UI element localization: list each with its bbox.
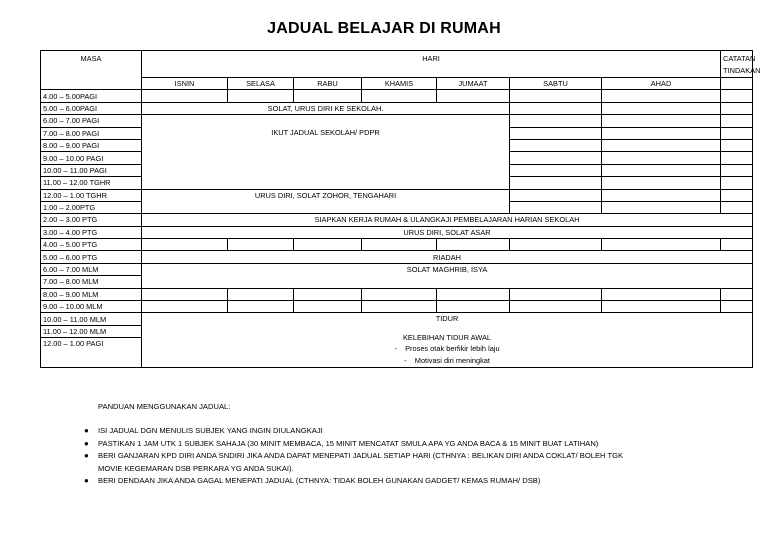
empty-cell[interactable] — [721, 301, 753, 313]
empty-cell[interactable] — [602, 177, 721, 189]
empty-cell[interactable] — [510, 288, 602, 300]
empty-cell[interactable] — [602, 152, 721, 164]
time-slot: 10.00 – 11.00 MLM — [41, 313, 142, 325]
time-slot: 12.00 – 1.00 TGHR — [41, 189, 142, 201]
empty-cell[interactable] — [437, 90, 510, 102]
time-slot: 8.00 – 9.00 MLM — [41, 288, 142, 300]
empty-cell[interactable] — [437, 239, 510, 251]
empty-cell[interactable] — [721, 78, 753, 90]
empty-cell[interactable] — [294, 301, 362, 313]
empty-cell[interactable] — [437, 288, 510, 300]
empty-cell[interactable] — [510, 301, 602, 313]
empty-cell[interactable] — [510, 90, 602, 102]
time-slot: 2.00 – 3.00 PTG — [41, 214, 142, 226]
empty-cell[interactable] — [602, 115, 721, 127]
guide-item-text: BERI GANJARAN KPD DIRI ANDA SNDIRI JIKA ANDA DAPAT MENEPATI JADUAL SETIAP HARI (CTHNYA : BELIKAN DIRI ANDA COKLAT/ BOLEH TGK — [98, 451, 624, 460]
activity-jadual-sekolah: IKUT JADUAL SEKOLAH/ PDPR — [142, 115, 510, 189]
empty-cell[interactable] — [228, 239, 294, 251]
guide-item-text: PASTIKAN 1 JAM UTK 1 SUBJEK SAHAJA (30 MINIT MEMBACA, 15 MINIT MENCATAT SMULA APA YG ANDA BACA & 15 MINIT BUAT LATIHAN) — [98, 438, 599, 448]
empty-cell[interactable] — [602, 201, 721, 213]
time-slot: 9.00 – 10.00 MLM — [41, 301, 142, 313]
empty-cell[interactable] — [510, 102, 602, 114]
day-header: AHAD — [602, 78, 721, 90]
empty-cell[interactable] — [510, 127, 602, 139]
empty-cell[interactable] — [294, 90, 362, 102]
empty-cell[interactable] — [721, 139, 753, 151]
activity-asar: URUS DIRI, SOLAT ASAR — [142, 226, 753, 238]
time-slot: 11.00 – 12.00 MLM — [41, 325, 142, 337]
guide-item — [84, 450, 624, 463]
header-catatan: CATATAN TINDAKAN — [721, 51, 753, 78]
empty-cell[interactable] — [602, 127, 721, 139]
bullet-icon: ● — [84, 426, 89, 435]
activity-tidur — [142, 313, 753, 368]
kelebihan-heading: KELEBIHAN TIDUR AWAL — [403, 333, 492, 343]
empty-cell[interactable] — [602, 139, 721, 151]
kelebihan-point-text: Motivasi diri meningkat — [414, 356, 490, 366]
empty-cell[interactable] — [721, 115, 753, 127]
empty-cell[interactable] — [721, 288, 753, 300]
empty-cell[interactable] — [510, 115, 602, 127]
bullet-icon: ● — [84, 438, 89, 448]
empty-cell[interactable] — [510, 177, 602, 189]
time-slot: 4.00 – 5.00 PTG — [41, 239, 142, 251]
empty-cell[interactable] — [721, 127, 753, 139]
empty-cell[interactable] — [228, 288, 294, 300]
time-slot: 7.00 – 8.00 PAGI — [41, 127, 142, 139]
day-header: ISNIN — [142, 78, 228, 90]
guide-item-text: ISI JADUAL DGN MENULIS SUBJEK YANG INGIN DIULANGKAJI — [98, 426, 323, 435]
guide-heading: PANDUAN MENGGUNAKAN JADUAL: — [98, 402, 231, 411]
bullet-icon: ● — [84, 476, 89, 485]
time-slot: 9.00 – 10.00 PAGI — [41, 152, 142, 164]
empty-cell[interactable] — [362, 301, 437, 313]
empty-cell[interactable] — [721, 239, 753, 251]
empty-cell[interactable] — [602, 164, 721, 176]
empty-cell[interactable] — [602, 301, 721, 313]
empty-cell[interactable] — [510, 239, 602, 251]
activity-zohor: URUS DIRI, SOLAT ZOHOR, TENGAHARI — [142, 189, 510, 214]
empty-cell[interactable] — [602, 189, 721, 201]
time-slot: 5.00 – 6.00 PTG — [41, 251, 142, 263]
guide-item-text: BERI DENDAAN JIKA ANDA GAGAL MENEPATI JADUAL (CTHNYA: TIDAK BOLEH GUNAKAN GADGET/ KEMAS RUMAH/ DSB) — [98, 476, 541, 485]
empty-cell[interactable] — [228, 90, 294, 102]
empty-cell[interactable] — [721, 152, 753, 164]
time-slot: 4.00 – 5.00PAGI — [41, 90, 142, 102]
empty-cell[interactable] — [602, 239, 721, 251]
empty-cell[interactable] — [721, 201, 753, 213]
time-slot: 7.00 – 8.00 MLM — [41, 276, 142, 288]
day-header: RABU — [294, 78, 362, 90]
time-slot: 12.00 – 1.00 PAGI — [41, 338, 142, 368]
page-title: JADUAL BELAJAR DI RUMAH — [267, 20, 501, 37]
empty-cell[interactable] — [510, 189, 602, 201]
day-header: SELASA — [228, 78, 294, 90]
empty-cell[interactable] — [362, 90, 437, 102]
kelebihan-point-text: Proses otak berfikir lebih laju — [405, 344, 500, 354]
activity-kerja-rumah: SIAPKAN KERJA RUMAH & ULANGKAJI PEMBELAJARAN HARIAN SEKOLAH — [142, 214, 753, 226]
activity-maghrib: SOLAT MAGHRIB, ISYA — [142, 263, 753, 288]
empty-cell[interactable] — [602, 102, 721, 114]
kelebihan-point — [142, 355, 752, 367]
day-header: SABTU — [510, 78, 602, 90]
guide-item — [84, 475, 623, 488]
day-header: KHAMIS — [362, 78, 437, 90]
time-slot: 8.00 – 9.00 PAGI — [41, 139, 142, 151]
empty-cell[interactable] — [142, 288, 228, 300]
time-slot: 3.00 – 4.00 PTG — [41, 226, 142, 238]
empty-cell[interactable] — [721, 90, 753, 102]
bullet-icon: ● — [84, 451, 89, 460]
empty-cell[interactable] — [510, 139, 602, 151]
empty-cell[interactable] — [362, 239, 437, 251]
time-slot: 6.00 – 7.00 MLM — [41, 263, 142, 275]
empty-cell[interactable] — [228, 301, 294, 313]
empty-cell[interactable] — [362, 288, 437, 300]
day-header: JUMAAT — [437, 78, 510, 90]
empty-cell[interactable] — [721, 102, 753, 114]
header-masa: MASA — [41, 51, 142, 90]
activity-solat-subuh: SOLAT, URUS DIRI KE SEKOLAH. — [142, 102, 510, 114]
tidur-label: TIDUR — [435, 314, 459, 324]
schedule-table — [40, 50, 761, 368]
empty-cell[interactable] — [294, 239, 362, 251]
empty-cell[interactable] — [510, 201, 602, 213]
empty-cell[interactable] — [142, 301, 228, 313]
dash-marker: - — [394, 344, 397, 354]
guide-item-continuation — [98, 463, 623, 476]
empty-cell[interactable] — [602, 288, 721, 300]
time-slot: 11.00 – 12.00 TGHR — [41, 177, 142, 189]
header-hari: HARI — [142, 51, 721, 78]
guide-item-text: MOVIE KEGEMARAN DSB PERKARA YG ANDA SUKAI). — [98, 463, 294, 473]
kelebihan-point — [142, 343, 752, 355]
empty-cell[interactable] — [437, 301, 510, 313]
time-slot: 5.00 – 6.00PAGI — [41, 102, 142, 114]
empty-cell[interactable] — [142, 239, 228, 251]
activity-riadah: RIADAH — [142, 251, 753, 263]
empty-cell[interactable] — [510, 164, 602, 176]
empty-cell[interactable] — [721, 164, 753, 176]
dash-marker: - — [404, 356, 407, 366]
time-slot: 10.00 – 11.00 PAGI — [41, 164, 142, 176]
guide-list — [84, 425, 624, 488]
empty-cell[interactable] — [510, 152, 602, 164]
empty-cell[interactable] — [294, 288, 362, 300]
guide-item — [84, 425, 623, 438]
empty-cell[interactable] — [721, 189, 753, 201]
empty-cell[interactable] — [142, 90, 228, 102]
guide-section — [84, 402, 624, 488]
time-slot: 1.00 – 2.00PTG — [41, 201, 142, 213]
empty-cell[interactable] — [602, 90, 721, 102]
empty-cell[interactable] — [721, 177, 753, 189]
time-slot: 6.00 – 7.00 PAGI — [41, 115, 142, 127]
guide-item — [84, 438, 623, 451]
